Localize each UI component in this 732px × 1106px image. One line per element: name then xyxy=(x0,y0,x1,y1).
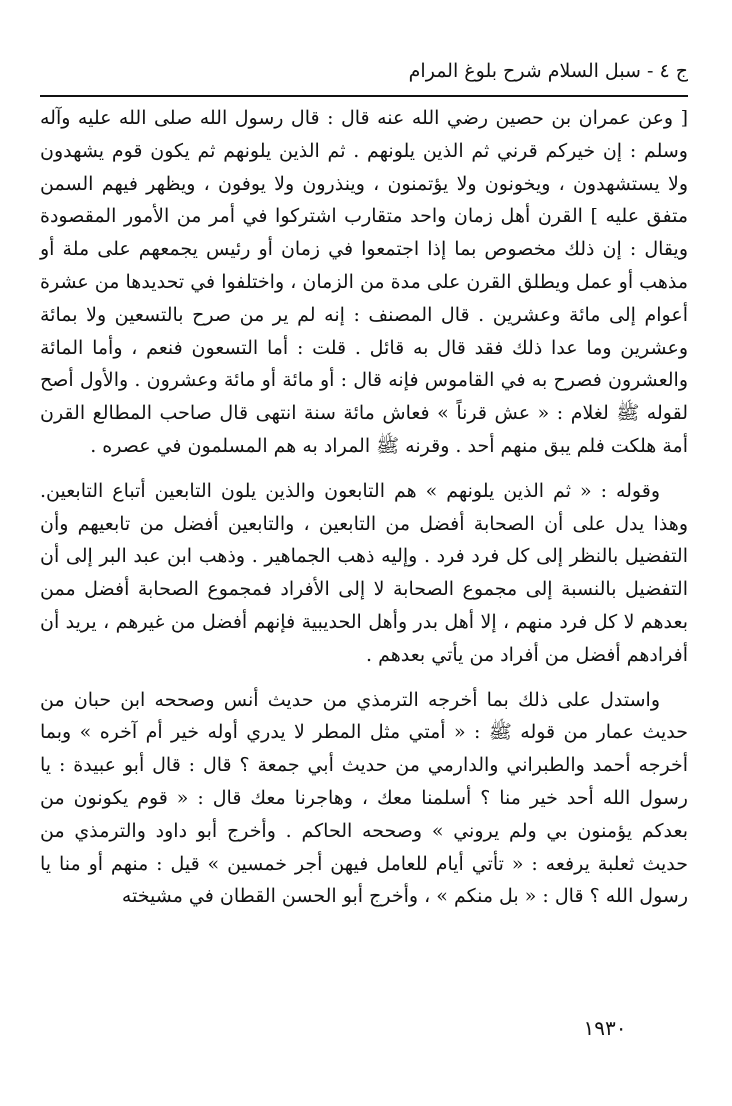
header-rule xyxy=(40,95,688,97)
page-body xyxy=(40,102,688,913)
page-number: ١٩٣٠ xyxy=(583,1016,627,1040)
paragraph-3: واستدل على ذلك بما أخرجه الترمذي من حديث أنس وصححه ابن حبان من حديث عمار من قوله ﷺ : « أمتي مثل المطر لا يدري أوله خير أم آخره » وبما أخرجه أحمد والطبراني والدارمي من حديث أبي جمعة ؟ قال : قال أبو عبيدة : يا رسول الله أحد خير منا ؟ أسلمنا معك ، وهاجرنا معك قال : « قوم يكونون من بعدكم يؤمنون بي ولم يروني » وصححه الحاكم . وأخرج أبو داود والترمذي من حديث ثعلبة يرفعه : « تأتي أيام للعامل فيهن أجر خمسين » قيل : منهم أو منا يا رسول الله ؟ قال : « بل منكم » ، وأخرج أبو الحسن القطان في مشيخته xyxy=(40,688,688,908)
running-header xyxy=(40,58,688,88)
paragraph-1: [ وعن عمران بن حصين رضي الله عنه قال : قال رسول الله صلى الله عليه وآله وسلم : إن خيركم قرني ثم الذين يلونهم . ثم الذين يلونهم ثم يكون قوم يشهدون ولا يستشهدون ، ويخونون ولا يؤتمنون ، وينذرون ولا يوفون ، ويظهر فيهم السمن متفق عليه ] القرن أهل زمان واحد متقارب اشتركوا في أمر من الأمور المقصودة ويقال : إن ذلك مخصوص بما إذا اجتمعوا في زمان أو رئيس يجمعهم على ملة أو مذهب أو عمل ويطلق القرن على مدة من الزمان ، واختلفوا في تحديدها من عشرة أعوام إلى مائة وعشرين . قال المصنف : إنه لم ير من صرح بالتسعين ولا بمائة وعشرين وما عدا ذلك فقد قال به قائل . قلت : أما التسعون فنعم ، وأما المائة والعشرون فصرح به في القاموس فإنه قال : أو مائة أو مائة وعشرون . والأول أصح لقوله ﷺ لغلام : « عش قرناً » فعاش مائة سنة انتهى قال صاحب المطالع القرن أمة هلكت فلم يبق منهم أحد . وقرنه ﷺ المراد به هم المسلمون في عصره . xyxy=(40,107,688,457)
running-header-title: ج ٤ - سبل السلام شرح بلوغ المرام xyxy=(408,60,688,82)
paragraph-2: وقوله : « ثم الذين يلونهم » هم التابعون والذين يلون التابعين أتباع التابعين. وهذا يدل على أن الصحابة أفضل من التابعين ، والتابعين أفضل من تابعيهم وأن التفضيل بالنظر إلى كل فرد فرد . وإليه ذهب الجماهير . وذهب ابن عبد البر إلى أن التفضيل بالنسبة إلى مجموع الصحابة لا إلى الأفراد فمجموع الصحابة أفضل ممن بعدهم لا كل فرد منهم ، إلا أهل بدر وأهل الحديبية فإنهم أفضل من غيرهم ، يريد أن أفرادهم أفضل من أفراد من يأتي بعدهم . xyxy=(40,479,688,666)
